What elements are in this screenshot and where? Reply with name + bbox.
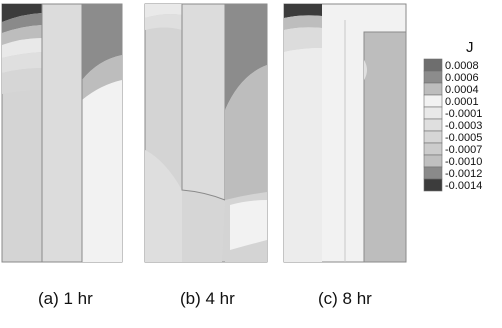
panel-b-contour bbox=[145, 4, 267, 262]
legend-label: 0.0006 bbox=[445, 72, 479, 84]
legend-label: -0.0014 bbox=[445, 180, 483, 192]
caption-panel-b: (b) 4 hr bbox=[180, 289, 235, 308]
caption-panel-a: (a) 1 hr bbox=[38, 289, 93, 308]
legend-label: -0.0005 bbox=[445, 132, 483, 144]
legend-swatch bbox=[424, 107, 442, 119]
legend-swatch bbox=[424, 143, 442, 155]
legend bbox=[424, 59, 482, 192]
legend-swatch bbox=[424, 179, 442, 191]
legend-swatch bbox=[424, 59, 442, 71]
legend-label: -0.0001 bbox=[445, 108, 483, 120]
legend-title: J bbox=[466, 39, 474, 56]
legend-swatch bbox=[424, 83, 442, 95]
legend-label: 0.0008 bbox=[445, 60, 479, 72]
legend-label: -0.0010 bbox=[445, 156, 483, 168]
legend-label: 0.0004 bbox=[445, 84, 479, 96]
legend-label: -0.0012 bbox=[445, 168, 483, 180]
legend-swatch bbox=[424, 155, 442, 167]
legend-swatch bbox=[424, 71, 442, 83]
legend-swatch bbox=[424, 167, 442, 179]
panel-a-contour bbox=[2, 4, 122, 262]
legend-swatch bbox=[424, 119, 442, 131]
legend-label: -0.0003 bbox=[445, 120, 483, 132]
legend-swatch bbox=[424, 131, 442, 143]
legend-swatch bbox=[424, 95, 442, 107]
legend-label: 0.0001 bbox=[445, 96, 479, 108]
caption-panel-c: (c) 8 hr bbox=[318, 289, 372, 308]
legend-label: -0.0007 bbox=[445, 144, 483, 156]
panel-c-contour bbox=[284, 4, 406, 262]
